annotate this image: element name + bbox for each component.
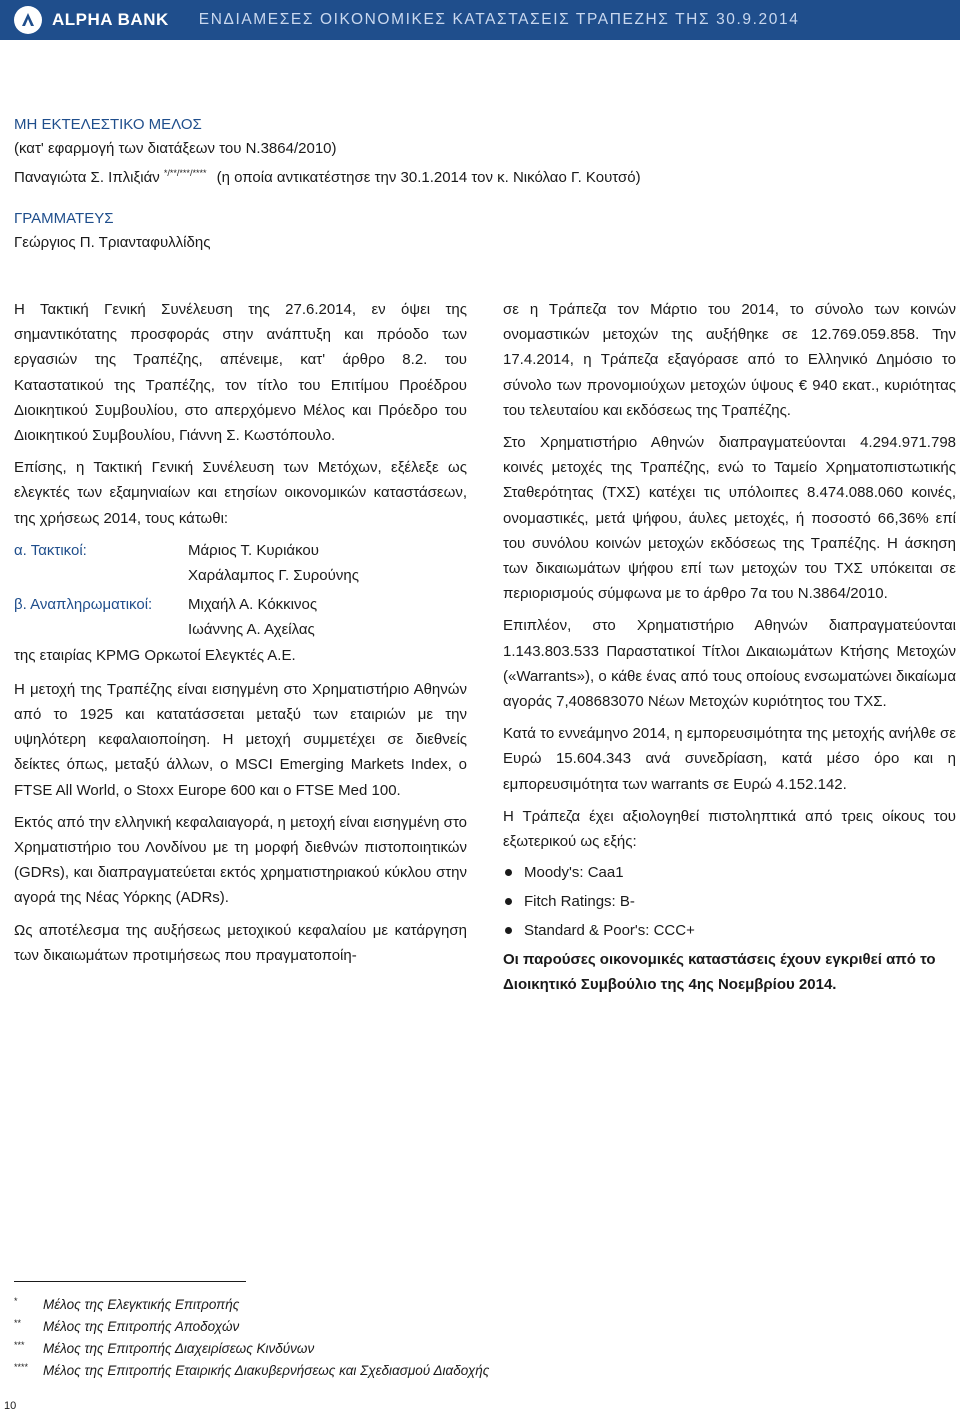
paragraph-auditors: Επίσης, η Τακτική Γενική Συνέλευση των Μετόχων, εξέλεξε ως ελεγκτές των εξαμηνιαίων και ετησίων οικονομικών καταστάσεων, της χρήσεως 2014, τους κάτωθι:	[14, 459, 467, 527]
regular-auditor-1: Μάριος Τ. Κυριάκου	[188, 541, 319, 559]
footnote-mark: **	[14, 1318, 22, 1328]
footnote-mark: *	[14, 1296, 18, 1306]
regular-auditor-2: Χαράλαμπος Γ. Συρούνης	[188, 567, 359, 585]
secretary-name: Γεώργιος Π. Τριανταφυλλίδης	[14, 234, 211, 251]
paragraph-liquidity: Κατά το εννεάμηνο 2014, η εμπορευσιμότητα της μετοχής ανήλθε σε Ευρώ 15.604.343 ανά συνεδρίαση, κατά μέσο όρο και η εμπορευσιμότητα των warrants σε Ευρώ 4.152.142.	[503, 725, 956, 793]
paragraph-honorary: Η Τακτική Γενική Συνέλευση της 27.6.2014, εν όψει της σημαντικότατης προσφοράς στην ανάπτυξη και πρόοδο των εργασιών της Τραπέζης, απένειμε, κατ' άρθρο 8.2. του Καταστατικού της Τραπέζης, τον τίτλο του Επιτίμου Προέδρου Διοικητικού Συμβουλίου, στο απερχόμενο Μέλος και Πρόεδρο του Διοικητικού Συμβουλίου, Γιάννη Σ. Κωστόπουλο.	[14, 301, 467, 445]
paragraph-gdrs: Εκτός από την ελληνική κεφαλαιαγορά, η μετοχή είναι εισηγμένη στο Χρηματιστήριο του Λονδίνου με τη μορφή διεθνών πιστοποιητικών (GDRs), και διαπραγματεύεται εκτός χρηματιστηριακού κύκλου στην αγορά της Νέας Υόρκης (ADRs).	[14, 813, 467, 907]
approval-statement: Οι παρούσες οικονομικές καταστάσεις έχουν εγκριθεί από το Διοικητικό Συμβούλιο της 4ης Νοεμβρίου 2014.	[503, 951, 936, 994]
paragraph-capital-increase: Ως αποτέλεσμα της αυξήσεως μετοχικού κεφαλαίου με κατάργηση των δικαιωμάτων προτιμήσεως που πραγματοποίη-	[14, 921, 467, 964]
footnote-divider	[14, 1281, 246, 1282]
alternate-label: β. Αναπληρωματικοί:	[14, 596, 153, 614]
document-title: ΕΝΔΙΑΜΕΣΕΣ ΟΙΚΟΝΟΜΙΚΕΣ ΚΑΤΑΣΤΑΣΕΙΣ ΤΡΑΠΕΖΗΣ ΤΗΣ 30.9.2014	[198, 11, 800, 28]
ratings-list	[503, 858, 956, 945]
alternate-auditor-2: Ιωάννης Α. Αχείλας	[188, 621, 315, 639]
page-number: 10	[4, 1400, 17, 1412]
regular-label: α. Τακτικοί:	[14, 541, 87, 559]
page-header	[0, 0, 960, 40]
rating-fitch: Fitch Ratings: B-	[503, 887, 956, 916]
regular-auditors	[14, 538, 467, 588]
member-name: Παναγιώτα Σ. Ιπλιξιάν	[14, 169, 160, 186]
footnote-text: Μέλος της Επιτροπής Εταιρικής Διακυβερνήσεως και Σχεδιασμού Διαδοχής	[43, 1363, 490, 1378]
footnote-item	[14, 1338, 489, 1360]
right-column	[503, 297, 956, 1005]
rating-moodys: Moody's: Caa1	[503, 858, 956, 887]
nonexec-subheading: (κατ' εφαρμογή των διατάξεων του Ν.3864/2010)	[14, 140, 337, 157]
alternate-auditor-1: Μιχαήλ Α. Κόκκινος	[188, 596, 318, 614]
footnote-mark: ***	[14, 1340, 25, 1350]
paragraph-shares: σε η Τράπεζα τον Μάρτιο του 2014, το σύνολο των κοινών ονομαστικών μετοχών της αυξήθηκε σε 12.769.059.858. Την 17.4.2014, η Τράπεζα εξαγόρασε από το Ελληνικό Δημόσιο το σύνολο των προνομιούχων μετοχών ύψους € 940 εκατ., κυριότητας του τελευταίου και εκδόσεως της Τραπέζης.	[503, 301, 956, 419]
member-note: (η οποία αντικατέστησε την 30.1.2014 τον κ. Νικόλαο Γ. Κουτσό)	[216, 169, 641, 186]
audit-firm: της εταιρίας KPMG Ορκωτοί Ελεγκτές Α.Ε.	[14, 646, 296, 664]
footnote-item	[14, 1294, 489, 1316]
paragraph-ratings-intro: Η Τράπεζα έχει αξιολογηθεί πιστοληπτικά από τρεις οίκους του εξωτερικού ως εξής:	[503, 807, 956, 851]
footnote-item	[14, 1360, 489, 1382]
nonexec-heading: ΜΗ ΕΚΤΕΛΕΣΤΙΚΟ ΜΕΛΟΣ	[14, 116, 202, 133]
paragraph-warrants: Επιπλέον, στο Χρηματιστήριο Αθηνών διαπραγματεύονται 1.143.803.533 Παραστατικοί Τίτλοι Δικαιωμάτων Κτήσης Μετοχών («Warrants»), ο κάθε ένας από τους οποίους ενσωματώνει δικαίωμα αγοράς 7,408683070 Νέων Μετοχών κυριότητος του ΤΧΣ.	[503, 617, 956, 711]
member-marks: */**/***/****	[163, 168, 207, 178]
brand-name: ALPHA BANK	[52, 10, 169, 29]
nonexec-member	[14, 161, 641, 190]
footnote-text: Μέλος της Επιτροπής Διαχειρίσεως Κινδύνων	[43, 1341, 315, 1356]
left-column	[14, 297, 467, 975]
alpha-bank-logo-icon	[14, 6, 42, 34]
footnote-text: Μέλος της Ελεγκτικής Επιτροπής	[43, 1297, 240, 1312]
secretary-section	[14, 207, 210, 255]
paragraph-hfsf: Στο Χρηματιστήριο Αθηνών διαπραγματεύονται 4.294.971.798 κοινές μετοχές της Τραπέζης, ενώ το Ταμείο Χρηματοπιστωτικής Σταθερότητας (ΤΧΣ) κατέχει τις υπόλοιπες 8.474.088.060 κοινές, ονομαστικές, μετά ψήφου, άυλες μετοχές, ή ποσοστό 66,36% επί του συνόλου κοινών μετοχών εκδόσεως της Τραπέζης. Η άσκηση των δικαιωμάτων ψήφου επί των μετοχών του ΤΧΣ υπόκειται σε περιορισμούς σύμφωνα με το άρθρο 7α του Ν.3864/2010.	[503, 434, 956, 603]
nonexec-section	[14, 113, 641, 190]
paragraph-listing: Η μετοχή της Τραπέζης είναι εισηγμένη στο Χρηματιστήριο Αθηνών από το 1925 και κατατάσσεται μεταξύ των εταιριών με την υψηλότερη κεφαλαιοποίηση. Η μετοχή συμμετέχει σε διεθνείς δείκτες όπως, μεταξύ άλλων, ο MSCI Emerging Markets Index, ο FTSE All World, ο Stoxx Europe 600 και ο FTSE Med 100.	[14, 680, 467, 799]
footnote-text: Μέλος της Επιτροπής Αποδοχών	[43, 1319, 240, 1334]
secretary-heading: ΓΡΑΜΜΑΤΕΥΣ	[14, 210, 114, 227]
footnotes	[14, 1294, 489, 1382]
alternate-auditors	[14, 592, 467, 642]
footnote-mark: ****	[14, 1362, 29, 1372]
rating-sp: Standard & Poor's: CCC+	[503, 916, 956, 945]
footnote-item	[14, 1316, 489, 1338]
